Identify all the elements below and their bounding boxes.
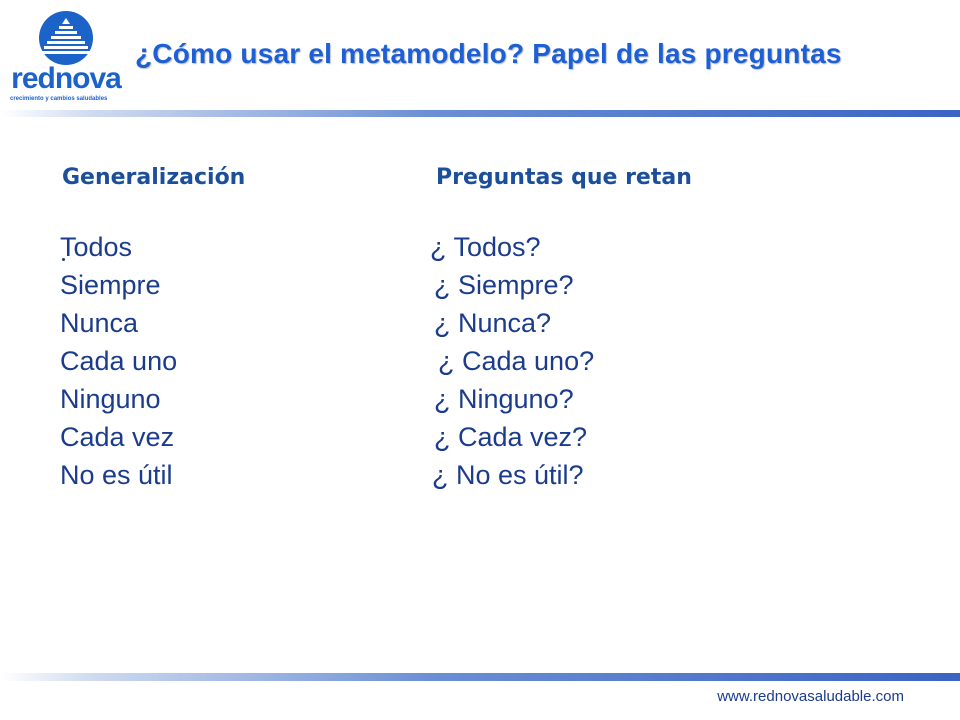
question-item: ¿ Todos? (430, 232, 541, 262)
question-item: ¿ Ninguno? (434, 384, 574, 414)
generalization-list (60, 228, 177, 494)
rednova-logo (8, 8, 124, 108)
logo-tagline: crecimiento y cambios saludables (10, 96, 108, 102)
generalization-item: Cada vez (60, 422, 175, 452)
question-list (420, 228, 594, 494)
top-divider (0, 110, 960, 117)
pyramid-logo-icon (8, 8, 124, 68)
footer-website-link[interactable]: www.rednovasaludable.com (717, 688, 904, 705)
question-item: ¿ No es útil? (432, 460, 584, 490)
question-item: ¿ Cada uno? (438, 346, 595, 376)
generalization-item: Todos (60, 232, 133, 262)
slide-title: ¿Cómo usar el metamodelo? Papel de las preguntas (135, 38, 842, 69)
question-item: ¿ Siempre? (434, 270, 574, 300)
generalization-item: Siempre (60, 270, 161, 300)
generalization-item: Nunca (60, 308, 139, 338)
question-item: ¿ Nunca? (434, 308, 552, 338)
generalization-item: Cada uno (60, 346, 178, 376)
bottom-divider (0, 673, 960, 681)
generalization-item: No es útil (60, 460, 173, 490)
logo-wordmark: rednova (11, 62, 121, 95)
questions-header: Preguntas que retan (436, 165, 692, 190)
question-item: ¿ Cada vez? (434, 422, 588, 452)
generalization-item: Ninguno (60, 384, 161, 414)
generalization-header: Generalización (62, 165, 246, 190)
